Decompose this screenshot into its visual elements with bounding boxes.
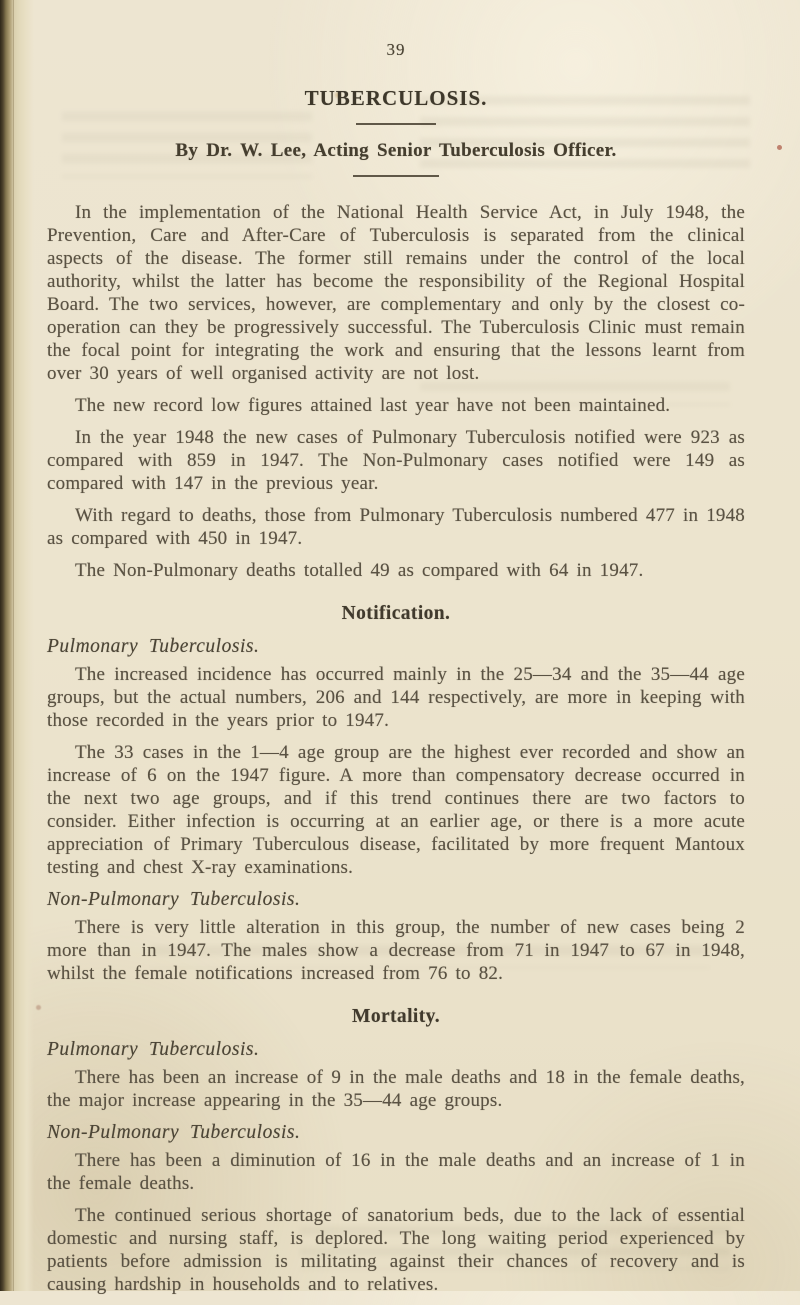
notification-pulmonary-paragraph: The increased incidence has occurred mainly in the 25—34 and the 35—44 age groups, but the actual numbers, 206 and 144 respectively, are more in keeping with those recorded in the years prior to 1947. <box>47 664 745 731</box>
page-crease-line <box>13 0 14 1291</box>
page-number: 39 <box>386 40 406 59</box>
byline: By Dr. W. Lee, Acting Senior Tuberculosis Officer. <box>175 140 617 161</box>
intro-paragraph: With regard to deaths, those from Pulmonary Tuberculosis numbered 477 in 1948 as compared with 450 in 1947. <box>47 505 745 549</box>
mortality-non-pulmonary-paragraph: There has been a diminution of 16 in the male deaths and an increase of 1 in the female deaths. <box>47 1150 745 1194</box>
notification-pulmonary-paragraph: The 33 cases in the 1—4 age group are the highest ever recorded and show an increase of 6 on the 1947 figure. A more than compensatory decrease occurred in the next two age groups, and if this trend continues there are two factors to consider. Either infection is occurring at an earlier age, or there is a more acute appreciation of Primary Tuberculous disease, facilitated by more frequent Mantoux testing and chest X-ray examinations. <box>47 742 745 878</box>
subheading-non-pulmonary-tuberculosis: Non-Pulmonary Tuberculosis. <box>47 889 301 910</box>
subheading-pulmonary-tuberculosis: Pulmonary Tuberculosis. <box>47 636 260 657</box>
foxing-speck <box>36 1005 41 1010</box>
body-text <box>47 201 745 1296</box>
title-rule <box>356 123 436 125</box>
intro-paragraph: The Non-Pulmonary deaths totalled 49 as compared with 64 in 1947. <box>75 560 644 581</box>
intro-paragraph: In the implementation of the National Health Service Act, in July 1948, the Prevention, Care and After-Care of Tuberculosis is separated from the clinical aspects of the disease. The former still remains under the control of the local authority, whilst the latter has become the responsibility of the Regional Hospital Board. The two services, however, are complementary and only by the closest co-operation can they be progressively successful. The Tuberculosis Clinic must remain the focal point for integrating the work and ensuring that the lessons learnt from over 30 years of well organised activity are not lost. <box>47 202 745 384</box>
page-content <box>47 38 745 1305</box>
foxing-speck <box>777 145 782 150</box>
intro-paragraph: The new record low figures attained last year have not been maintained. <box>75 395 671 416</box>
subheading-pulmonary-tuberculosis: Pulmonary Tuberculosis. <box>47 1039 260 1060</box>
byline-rule <box>353 175 439 177</box>
book-page-edge <box>0 0 34 1291</box>
mortality-non-pulmonary-paragraph: The continued serious shortage of sanatorium beds, due to the lack of essential domestic and nursing staff, is deplored. The long waiting period experienced by patients before admission is militating against their chances of recovery and is causing hardship in households and to relatives. <box>47 1205 745 1295</box>
section-heading-notification: Notification. <box>341 603 451 624</box>
mortality-pulmonary-paragraph: There has been an increase of 9 in the male deaths and 18 in the female deaths, the major increase appearing in the 35—44 age groups. <box>47 1067 745 1111</box>
section-heading-mortality: Mortality. <box>352 1006 440 1027</box>
notification-non-pulmonary-paragraph: There is very little alteration in this group, the number of new cases being 2 more than in 1947. The males show a decrease from 71 in 1947 to 67 in 1948, whilst the female notifications increased from 76 to 82. <box>47 917 745 984</box>
subheading-non-pulmonary-tuberculosis: Non-Pulmonary Tuberculosis. <box>47 1122 301 1143</box>
page-title: TUBERCULOSIS. <box>304 86 488 110</box>
intro-paragraph: In the year 1948 the new cases of Pulmonary Tuberculosis notified were 923 as compared with 859 in 1947. The Non-Pulmonary cases notified were 149 as compared with 147 in the previous year. <box>47 427 745 494</box>
